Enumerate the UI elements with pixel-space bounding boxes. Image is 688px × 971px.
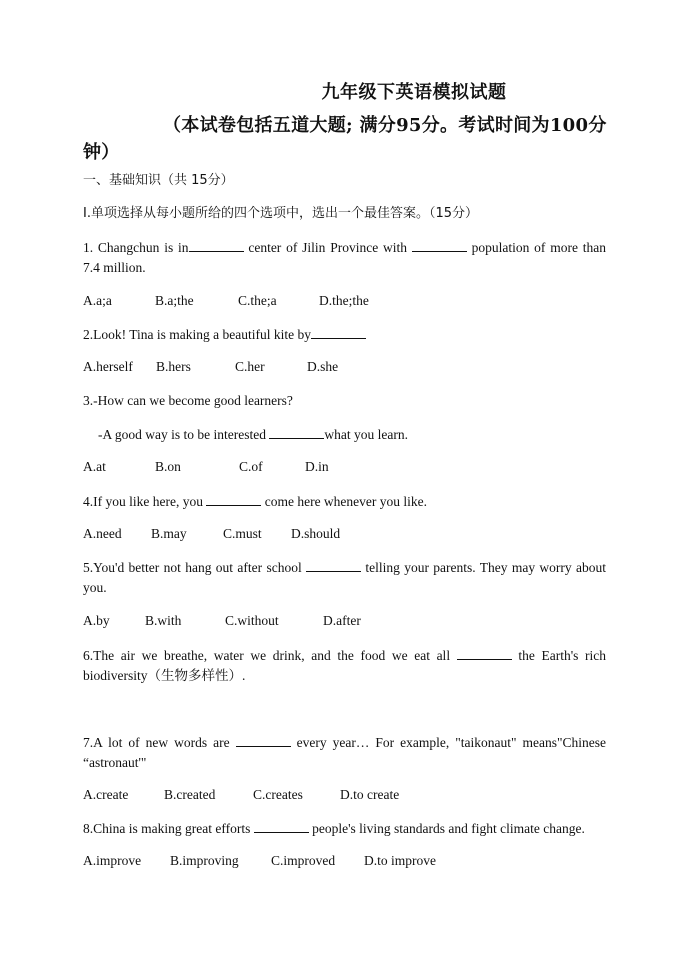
answer-blank (189, 237, 244, 252)
question-2 (83, 324, 606, 345)
option-b: B.may (151, 526, 187, 541)
option-d: D.to improve (364, 853, 436, 868)
question-6-text-b: the Earth's rich biodiversity（生物多样性）. (83, 648, 607, 683)
option-b: B.improving (170, 853, 239, 868)
answer-blank (306, 557, 361, 572)
question-7-text-b: every year… For example, "taikonaut" means"Chinese “astronaut'" (83, 735, 606, 770)
exam-subtitle: （本试卷包括五道大题; 满分95分。考试时间为100分钟） (83, 115, 607, 163)
answer-blank (311, 324, 366, 339)
question-4-options (83, 524, 606, 544)
option-c: C.improved (271, 853, 336, 868)
question-3-text-a: -A good way is to be interested (98, 427, 270, 442)
option-a: A.herself (83, 359, 133, 374)
question-4-text-b: come here whenever you like. (261, 494, 428, 509)
question-7-text-a: 7.A lot of new words are (83, 735, 236, 750)
answer-blank (206, 491, 261, 506)
option-c: C.without (225, 613, 279, 628)
question-7-options (83, 785, 606, 805)
question-7 (83, 732, 606, 773)
answer-blank (254, 818, 309, 833)
option-c: C.the;a (238, 293, 277, 308)
question-2-text: 2.Look! Tina is making a beautiful kite by (83, 327, 311, 342)
option-c: C.must (223, 526, 262, 541)
section-instruction: I.单项选择从每小题所给的四个选项中，选出一个最佳答案。（15分） (83, 206, 479, 221)
option-b: B.hers (156, 359, 191, 374)
question-3-answer-line (83, 424, 621, 445)
question-6 (83, 645, 606, 686)
option-d: D.after (323, 613, 361, 628)
question-1-options (83, 291, 606, 311)
question-5 (83, 557, 606, 598)
question-8-options (83, 851, 606, 871)
question-3-options (83, 457, 606, 477)
option-d: D.the;the (319, 293, 369, 308)
option-a: A.by (83, 613, 110, 628)
answer-blank (269, 424, 324, 439)
option-c: C.her (235, 359, 265, 374)
answer-blank (412, 237, 467, 252)
option-a: A.improve (83, 853, 142, 868)
question-1-text-a: 1. Changchun is in (83, 240, 189, 255)
question-2-options (83, 357, 606, 377)
option-c: C.creates (253, 787, 303, 802)
question-5-text-b: telling your parents. They may worry about you. (83, 560, 606, 595)
option-d: D.she (307, 359, 339, 374)
option-d: D.to create (340, 787, 400, 802)
question-1-text-c: population of more than 7.4 million. (83, 240, 606, 275)
section-heading: 一、基础知识（共 15分） (83, 173, 234, 188)
question-8-text-a: 8.China is making great efforts (83, 821, 254, 836)
option-d: D.should (291, 526, 341, 541)
question-4-text-a: 4.If you like here, you (83, 494, 207, 509)
option-d: D.in (305, 459, 329, 474)
question-3: 3.-How can we become good learners? (83, 393, 293, 408)
option-a: A.at (83, 459, 106, 474)
question-6-text-a: 6.The air we breathe, water we drink, and the food we eat all (83, 648, 457, 663)
question-4 (83, 491, 606, 512)
question-5-options (83, 611, 606, 631)
option-a: A.need (83, 526, 122, 541)
option-b: B.a;the (155, 293, 194, 308)
option-b: B.created (164, 787, 216, 802)
option-a: A.create (83, 787, 129, 802)
exam-title: 九年级下英语模拟试题 (321, 82, 507, 103)
question-8 (83, 818, 606, 839)
question-5-text-a: 5.You'd better not hang out after school (83, 560, 307, 575)
option-b: B.on (155, 459, 181, 474)
question-8-text-b: people's living standards and fight climate change. (308, 821, 585, 836)
answer-blank (457, 645, 512, 660)
question-1 (83, 237, 606, 278)
question-1-text-b: center of Jilin Province with (243, 240, 412, 255)
option-c: C.of (239, 459, 263, 474)
option-a: A.a;a (83, 293, 112, 308)
option-b: B.with (145, 613, 182, 628)
question-3-text-b: what you learn. (324, 427, 408, 442)
answer-blank (236, 732, 291, 747)
